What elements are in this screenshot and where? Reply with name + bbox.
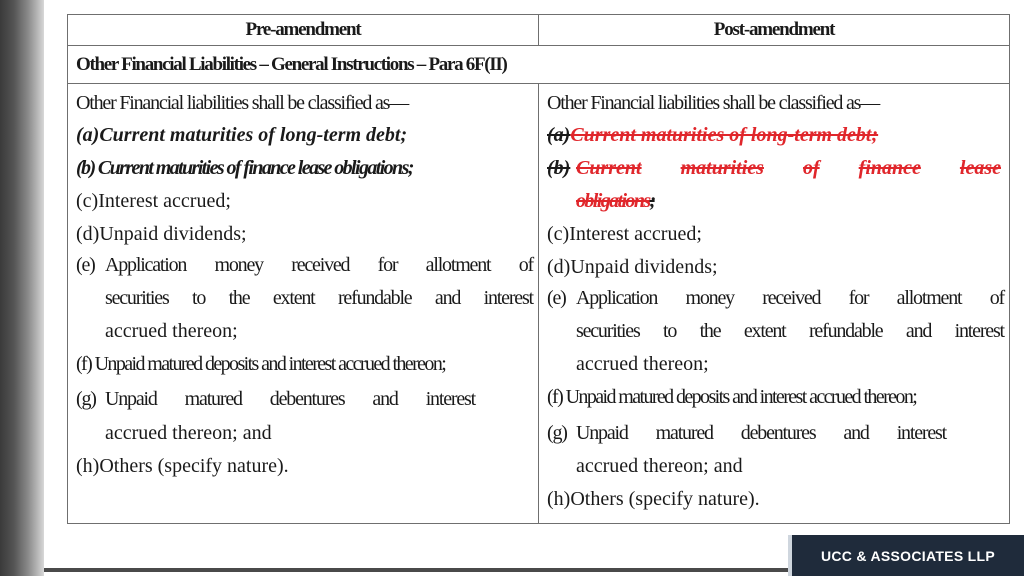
- post-item-b-obligations: obligations: [576, 190, 650, 212]
- pre-item-d: (d)Unpaid dividends;: [76, 223, 247, 245]
- word: allotment: [425, 254, 491, 276]
- word: lease: [959, 157, 1001, 179]
- word: securities: [105, 287, 169, 309]
- post-item-e-line1: [576, 285, 1004, 311]
- post-item-b-semicolon: ;: [649, 190, 655, 212]
- post-item-e-line2: [576, 318, 1004, 344]
- word: debentures: [269, 388, 345, 410]
- word: received: [291, 254, 350, 276]
- word: for: [377, 254, 398, 276]
- post-item-f: (f) Unpaid matured deposits and interest accrued thereon;: [547, 386, 917, 408]
- post-item-b-line1: [576, 155, 1001, 181]
- word: for: [848, 287, 869, 309]
- word: debentures: [740, 422, 816, 444]
- word: and: [905, 320, 932, 342]
- section-title: Other Financial Liabilities – General Instructions – Para 6F(II): [68, 46, 1009, 84]
- pre-intro: Other Financial liabilities shall be classified as—: [76, 92, 409, 114]
- post-item-a: [547, 122, 878, 148]
- word: Unpaid: [576, 422, 628, 444]
- pre-item-h: (h)Others (specify nature).: [76, 455, 289, 477]
- post-intro: Other Financial liabilities shall be classified as—: [547, 92, 880, 114]
- word: extent: [272, 287, 315, 309]
- pre-item-g-line1: [105, 386, 475, 412]
- word: money: [685, 287, 734, 309]
- pre-item-a: (a)Current maturities of long-term debt;: [76, 124, 408, 146]
- word: and: [434, 287, 461, 309]
- pre-item-g-label: (g): [76, 388, 96, 410]
- word: finance: [858, 157, 921, 179]
- word: of: [518, 254, 533, 276]
- word: refundable: [337, 287, 412, 309]
- post-item-e-label: (e): [547, 287, 566, 309]
- word: matured: [655, 422, 713, 444]
- word: Application: [105, 254, 187, 276]
- word: matured: [184, 388, 242, 410]
- word: money: [214, 254, 263, 276]
- word: to: [662, 320, 677, 342]
- post-item-d: (d)Unpaid dividends;: [547, 256, 718, 278]
- pre-item-e-line2: [105, 285, 533, 311]
- word: maturities: [680, 157, 764, 179]
- word: refundable: [808, 320, 883, 342]
- company-footer-badge: [788, 535, 1024, 576]
- word: the: [699, 320, 721, 342]
- post-item-g-line2: accrued thereon; and: [576, 455, 743, 477]
- post-item-a-label: (a): [547, 124, 571, 146]
- post-item-g-line1: [576, 420, 946, 446]
- pre-item-e-line3: accrued thereon;: [105, 320, 238, 342]
- pre-item-b: (b) Current maturities of finance lease obligations;: [76, 157, 413, 179]
- table-header-row: [68, 15, 1009, 46]
- word: securities: [576, 320, 640, 342]
- word: and: [372, 388, 398, 410]
- company-name: UCC & ASSOCIATES LLP: [820, 547, 995, 564]
- post-item-b-label: (b): [547, 157, 571, 179]
- word: Application: [576, 287, 658, 309]
- pre-amendment-column: [68, 84, 539, 524]
- post-item-g-label: (g): [547, 422, 567, 444]
- post-amendment-column: [539, 84, 1009, 524]
- word: interest: [483, 287, 533, 309]
- word: extent: [743, 320, 786, 342]
- post-item-a-text: Current maturities of long-term debt;: [570, 124, 879, 146]
- header-pre-amendment: Pre-amendment: [68, 15, 539, 45]
- comparison-table: [67, 14, 1010, 524]
- word: to: [191, 287, 206, 309]
- post-item-b-line2: [576, 188, 655, 214]
- word: of: [802, 157, 820, 179]
- pre-item-c: (c)Interest accrued;: [76, 190, 231, 212]
- post-item-e-line3: accrued thereon;: [576, 353, 709, 375]
- pre-item-f: (f) Unpaid matured deposits and interest accrued thereon;: [76, 353, 446, 375]
- word: allotment: [896, 287, 962, 309]
- pre-item-e-line1: [105, 252, 533, 278]
- post-item-h: (h)Others (specify nature).: [547, 488, 760, 510]
- word: of: [989, 287, 1004, 309]
- header-post-amendment: Post-amendment: [713, 19, 835, 40]
- word: interest: [954, 320, 1004, 342]
- word: Unpaid: [105, 388, 157, 410]
- pre-item-g-line2: accrued thereon; and: [105, 422, 272, 444]
- word: received: [762, 287, 821, 309]
- pre-item-e-label: (e): [76, 254, 95, 276]
- word: the: [228, 287, 250, 309]
- word: Current: [576, 157, 642, 179]
- word: and: [843, 422, 869, 444]
- word: interest: [896, 422, 946, 444]
- post-item-c: (c)Interest accrued;: [547, 223, 702, 245]
- word: interest: [425, 388, 475, 410]
- left-decorative-bar: [0, 0, 44, 576]
